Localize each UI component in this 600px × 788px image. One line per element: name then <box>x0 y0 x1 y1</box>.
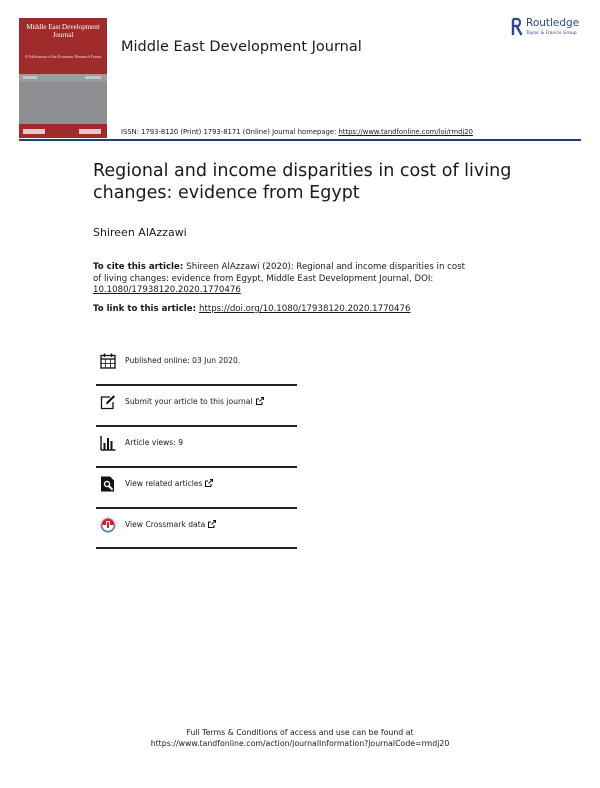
cover-volume-mark <box>23 76 37 79</box>
external-link-icon <box>208 520 216 528</box>
cover-issue-mark <box>85 76 101 79</box>
cover-title: Middle East Development Journal <box>26 23 100 39</box>
article-link-block <box>93 304 410 314</box>
footer-terms-link[interactable]: https://www.tandfonline.com/action/journalInformation?journalCode=rmdj20 <box>150 739 450 748</box>
journal-title[interactable]: Middle East Development Journal <box>121 39 362 55</box>
article-views-text: Article views: 9 <box>125 438 184 447</box>
calendar-icon <box>100 353 116 369</box>
search-document-icon <box>100 476 116 492</box>
crossmark-label: View Crossmark data <box>125 520 206 529</box>
publisher-tagline: Taylor & Francis Group <box>526 31 577 36</box>
crossmark-row[interactable] <box>96 509 297 549</box>
submit-article-row[interactable] <box>96 386 297 426</box>
article-author: Shireen AlAzzawi <box>93 226 187 239</box>
crossmark-icon <box>100 517 116 533</box>
article-views-row <box>96 427 297 467</box>
issn-text: ISSN: 1793-8120 (Print) 1793-8171 (Online) Journal homepage: <box>121 128 339 136</box>
footer-terms-text: Full Terms & Conditions of access and use can be found at <box>186 728 414 737</box>
edit-icon <box>100 394 116 410</box>
bar-chart-icon <box>100 435 116 451</box>
journal-homepage-link[interactable]: https://www.tandfonline.com/loi/rmdj20 <box>338 128 473 136</box>
related-articles-label: View related articles <box>125 479 203 488</box>
article-link-label: To link to this article: <box>93 304 200 314</box>
crossmark-link[interactable] <box>125 520 216 529</box>
citation-text: Shireen AlAzzawi (2020): Regional and income disparities in cost of living changes: evidence from Egypt, Middle East Development Journal, DOI: <box>93 262 465 284</box>
cover-subtitle: A Publication of the Economic Research Forum <box>24 54 102 59</box>
cover-publisher-mark <box>23 129 45 134</box>
related-articles-link[interactable] <box>125 479 213 488</box>
cover-routledge-mark <box>79 129 101 134</box>
journal-cover-image <box>19 18 107 138</box>
header-divider <box>19 139 581 141</box>
published-online-text: Published online: 03 Jun 2020. <box>125 356 241 365</box>
submit-article-label: Submit your article to this journal <box>125 397 253 406</box>
published-online-row <box>96 345 297 385</box>
routledge-logo-icon <box>511 17 523 37</box>
related-articles-row[interactable] <box>96 468 297 508</box>
article-doi-link[interactable]: https://doi.org/10.1080/17938120.2020.1770476 <box>199 304 411 314</box>
citation-label: To cite this article: <box>93 262 187 272</box>
article-title: Regional and income disparities in cost of living changes: evidence from Egypt <box>93 161 512 203</box>
list-divider <box>96 547 297 549</box>
cover-header <box>19 18 107 74</box>
issn-line <box>121 128 473 136</box>
external-link-icon <box>256 397 264 405</box>
citation-block <box>93 262 473 297</box>
terms-footer <box>0 727 600 749</box>
citation-doi-link[interactable]: 10.1080/17938120.2020.1770476 <box>93 285 241 295</box>
submit-article-link[interactable] <box>125 397 264 406</box>
publisher-name: Routledge <box>526 17 580 29</box>
external-link-icon <box>205 479 213 487</box>
